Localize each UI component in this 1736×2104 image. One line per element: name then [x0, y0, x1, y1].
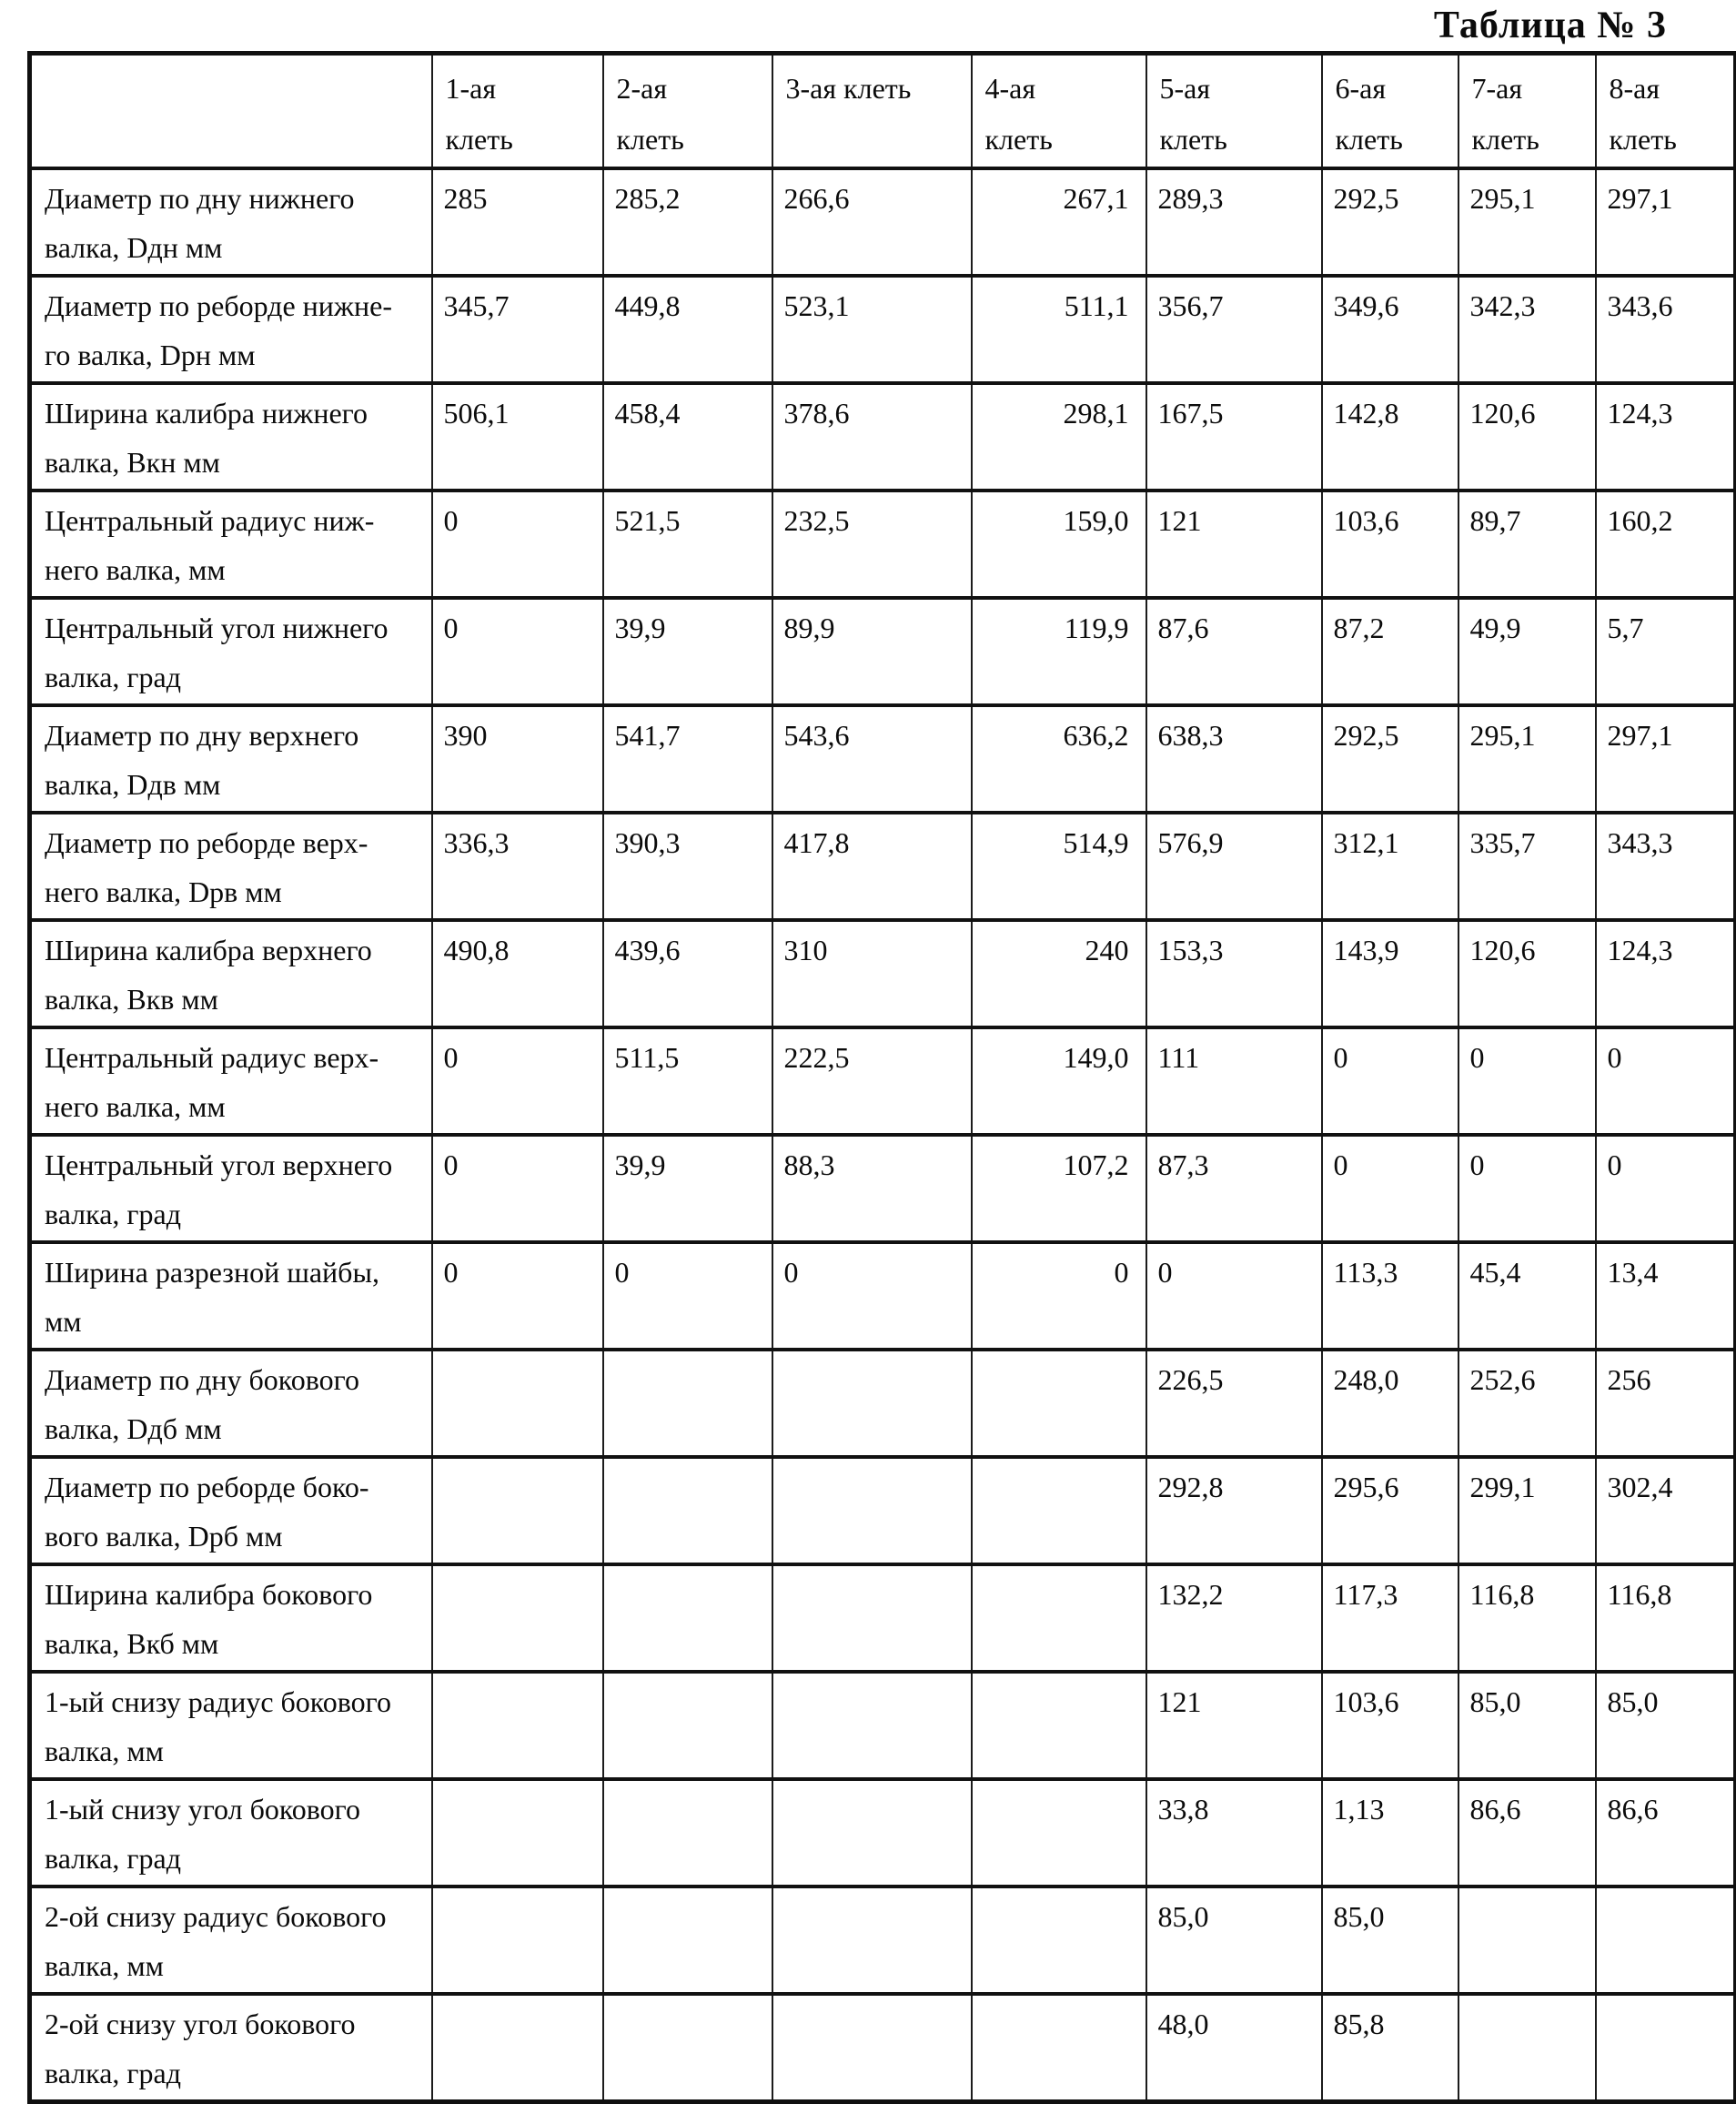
- column-header: 1-ая клеть: [432, 54, 603, 169]
- cell-value: 256: [1596, 1350, 1736, 1457]
- cell-value: [1458, 1994, 1596, 2102]
- cell-value: 121: [1146, 491, 1322, 598]
- cell-value: 85,0: [1458, 1672, 1596, 1779]
- cell-value: 295,6: [1322, 1457, 1458, 1564]
- cell-value: 295,1: [1458, 168, 1596, 276]
- cell-value: 297,1: [1596, 168, 1736, 276]
- cell-value: 39,9: [603, 1135, 772, 1242]
- cell-value: [772, 1350, 972, 1457]
- cell-value: 343,6: [1596, 276, 1736, 383]
- cell-value: 121: [1146, 1672, 1322, 1779]
- cell-value: [603, 1457, 772, 1564]
- cell-value: 490,8: [432, 920, 603, 1027]
- cell-value: 521,5: [603, 491, 772, 598]
- cell-value: 87,2: [1322, 598, 1458, 705]
- cell-value: 111: [1146, 1027, 1322, 1135]
- cell-value: [1458, 1887, 1596, 1994]
- table-row: [30, 1027, 1736, 1135]
- cell-value: 49,9: [1458, 598, 1596, 705]
- cell-value: 142,8: [1322, 383, 1458, 491]
- cell-value: 107,2: [972, 1135, 1146, 1242]
- cell-value: 240: [972, 920, 1146, 1027]
- cell-value: 343,3: [1596, 813, 1736, 920]
- cell-value: 285: [432, 168, 603, 276]
- cell-value: 86,6: [1596, 1779, 1736, 1887]
- cell-value: 89,7: [1458, 491, 1596, 598]
- row-label: Ширина калибра верхнего валка, Вкв мм: [30, 920, 432, 1027]
- column-header: 6-ая клеть: [1322, 54, 1458, 169]
- cell-value: [972, 1350, 1146, 1457]
- cell-value: 356,7: [1146, 276, 1322, 383]
- column-header: 8-ая клеть: [1596, 54, 1736, 169]
- cell-value: 345,7: [432, 276, 603, 383]
- row-label: Диаметр по реборде нижне- го валка, Dрн мм: [30, 276, 432, 383]
- cell-value: [772, 1457, 972, 1564]
- column-header: 2-ая клеть: [603, 54, 772, 169]
- cell-value: [772, 1887, 972, 1994]
- cell-value: 120,6: [1458, 383, 1596, 491]
- cell-value: 636,2: [972, 705, 1146, 813]
- row-label: Диаметр по дну нижнего валка, Dдн мм: [30, 168, 432, 276]
- cell-value: 511,5: [603, 1027, 772, 1135]
- cell-value: 86,6: [1458, 1779, 1596, 1887]
- cell-value: 299,1: [1458, 1457, 1596, 1564]
- cell-value: [603, 1564, 772, 1672]
- cell-value: 336,3: [432, 813, 603, 920]
- cell-value: 1,13: [1322, 1779, 1458, 1887]
- cell-value: 48,0: [1146, 1994, 1322, 2102]
- cell-value: 113,3: [1322, 1242, 1458, 1350]
- cell-value: 116,8: [1458, 1564, 1596, 1672]
- row-label: 2-ой снизу угол бокового валка, град: [30, 1994, 432, 2102]
- cell-value: 5,7: [1596, 598, 1736, 705]
- cell-value: [432, 1887, 603, 1994]
- column-header: 4-ая клеть: [972, 54, 1146, 169]
- cell-value: 514,9: [972, 813, 1146, 920]
- cell-value: 638,3: [1146, 705, 1322, 813]
- table-row: [30, 705, 1736, 813]
- cell-value: 87,3: [1146, 1135, 1322, 1242]
- cell-value: 226,5: [1146, 1350, 1322, 1457]
- column-header: 3-ая клеть: [772, 54, 972, 169]
- cell-value: 0: [972, 1242, 1146, 1350]
- cell-value: 88,3: [772, 1135, 972, 1242]
- cell-value: 289,3: [1146, 168, 1322, 276]
- cell-value: 85,0: [1596, 1672, 1736, 1779]
- row-label: 1-ый снизу угол бокового валка, град: [30, 1779, 432, 1887]
- cell-value: 292,5: [1322, 705, 1458, 813]
- table-title: Таблица № 3: [1433, 5, 1667, 46]
- table-row: [30, 1779, 1736, 1887]
- cell-value: 312,1: [1322, 813, 1458, 920]
- table-row: [30, 1994, 1736, 2102]
- table-row: [30, 1350, 1736, 1457]
- cell-value: 0: [1458, 1135, 1596, 1242]
- table-row: [30, 168, 1736, 276]
- cell-value: [432, 1350, 603, 1457]
- cell-value: 298,1: [972, 383, 1146, 491]
- cell-value: 0: [1596, 1027, 1736, 1135]
- corner-cell: [30, 54, 432, 169]
- cell-value: 0: [1146, 1242, 1322, 1350]
- cell-value: 167,5: [1146, 383, 1322, 491]
- cell-value: [1596, 1887, 1736, 1994]
- table-row: [30, 920, 1736, 1027]
- row-label: Диаметр по реборде боко- вого валка, Dрб мм: [30, 1457, 432, 1564]
- cell-value: 0: [1596, 1135, 1736, 1242]
- cell-value: 143,9: [1322, 920, 1458, 1027]
- cell-value: 120,6: [1458, 920, 1596, 1027]
- cell-value: 292,8: [1146, 1457, 1322, 1564]
- row-label: Ширина разрезной шайбы, мм: [30, 1242, 432, 1350]
- cell-value: 160,2: [1596, 491, 1736, 598]
- header-row: [30, 54, 1736, 169]
- cell-value: [972, 1779, 1146, 1887]
- row-label: Центральный угол верхнего валка, град: [30, 1135, 432, 1242]
- cell-value: 124,3: [1596, 383, 1736, 491]
- cell-value: [772, 1564, 972, 1672]
- table-row: [30, 813, 1736, 920]
- cell-value: 449,8: [603, 276, 772, 383]
- table-row: [30, 1242, 1736, 1350]
- table-row: [30, 491, 1736, 598]
- cell-value: 390,3: [603, 813, 772, 920]
- cell-value: [772, 1779, 972, 1887]
- cell-value: 543,6: [772, 705, 972, 813]
- table-row: [30, 1887, 1736, 1994]
- cell-value: 103,6: [1322, 1672, 1458, 1779]
- table-row: [30, 1564, 1736, 1672]
- cell-value: 116,8: [1596, 1564, 1736, 1672]
- table-row: [30, 276, 1736, 383]
- cell-value: 85,8: [1322, 1994, 1458, 2102]
- cell-value: 0: [1322, 1027, 1458, 1135]
- cell-value: 439,6: [603, 920, 772, 1027]
- cell-value: 222,5: [772, 1027, 972, 1135]
- table-header: [30, 54, 1736, 169]
- cell-value: 378,6: [772, 383, 972, 491]
- cell-value: [432, 1564, 603, 1672]
- cell-value: [603, 1672, 772, 1779]
- cell-value: 0: [432, 1135, 603, 1242]
- cell-value: 159,0: [972, 491, 1146, 598]
- cell-value: 252,6: [1458, 1350, 1596, 1457]
- cell-value: [772, 1994, 972, 2102]
- cell-value: 124,3: [1596, 920, 1736, 1027]
- cell-value: 576,9: [1146, 813, 1322, 920]
- cell-value: 0: [432, 598, 603, 705]
- cell-value: 285,2: [603, 168, 772, 276]
- measurement-table: [27, 51, 1736, 2104]
- cell-value: [972, 1457, 1146, 1564]
- cell-value: 33,8: [1146, 1779, 1322, 1887]
- cell-value: 0: [432, 491, 603, 598]
- table-row: [30, 598, 1736, 705]
- cell-value: [603, 1887, 772, 1994]
- cell-value: 45,4: [1458, 1242, 1596, 1350]
- cell-value: [972, 1994, 1146, 2102]
- cell-value: [772, 1672, 972, 1779]
- row-label: Диаметр по дну бокового валка, Dдб мм: [30, 1350, 432, 1457]
- row-label: 2-ой снизу радиус бокового валка, мм: [30, 1887, 432, 1994]
- table-row: [30, 383, 1736, 491]
- cell-value: 132,2: [1146, 1564, 1322, 1672]
- cell-value: 0: [432, 1242, 603, 1350]
- cell-value: 511,1: [972, 276, 1146, 383]
- cell-value: 295,1: [1458, 705, 1596, 813]
- table-row: [30, 1672, 1736, 1779]
- cell-value: 0: [1458, 1027, 1596, 1135]
- cell-value: 85,0: [1146, 1887, 1322, 1994]
- cell-value: 85,0: [1322, 1887, 1458, 1994]
- cell-value: [1596, 1994, 1736, 2102]
- cell-value: 390: [432, 705, 603, 813]
- cell-value: 541,7: [603, 705, 772, 813]
- cell-value: [603, 1779, 772, 1887]
- cell-value: 302,4: [1596, 1457, 1736, 1564]
- cell-value: [432, 1994, 603, 2102]
- cell-value: 119,9: [972, 598, 1146, 705]
- cell-value: [972, 1887, 1146, 1994]
- cell-value: [432, 1672, 603, 1779]
- row-label: Центральный радиус верх- него валка, мм: [30, 1027, 432, 1135]
- row-label: Ширина калибра бокового валка, Вкб мм: [30, 1564, 432, 1672]
- cell-value: 310: [772, 920, 972, 1027]
- cell-value: 13,4: [1596, 1242, 1736, 1350]
- cell-value: 248,0: [1322, 1350, 1458, 1457]
- table-row: [30, 1457, 1736, 1564]
- cell-value: 0: [1322, 1135, 1458, 1242]
- column-header: 7-ая клеть: [1458, 54, 1596, 169]
- row-label: Ширина калибра нижнего валка, Вкн мм: [30, 383, 432, 491]
- cell-value: [432, 1779, 603, 1887]
- cell-value: [603, 1994, 772, 2102]
- cell-value: [603, 1350, 772, 1457]
- cell-value: 117,3: [1322, 1564, 1458, 1672]
- column-header: 5-ая клеть: [1146, 54, 1322, 169]
- cell-value: 89,9: [772, 598, 972, 705]
- cell-value: [432, 1457, 603, 1564]
- cell-value: 153,3: [1146, 920, 1322, 1027]
- cell-value: [972, 1564, 1146, 1672]
- cell-value: 458,4: [603, 383, 772, 491]
- cell-value: 0: [603, 1242, 772, 1350]
- cell-value: 342,3: [1458, 276, 1596, 383]
- cell-value: 297,1: [1596, 705, 1736, 813]
- cell-value: 267,1: [972, 168, 1146, 276]
- cell-value: [972, 1672, 1146, 1779]
- cell-value: 232,5: [772, 491, 972, 598]
- cell-value: 149,0: [972, 1027, 1146, 1135]
- cell-value: 0: [432, 1027, 603, 1135]
- row-label: Диаметр по дну верхнего валка, Dдв мм: [30, 705, 432, 813]
- row-label: 1-ый снизу радиус бокового валка, мм: [30, 1672, 432, 1779]
- cell-value: 292,5: [1322, 168, 1458, 276]
- cell-value: 417,8: [772, 813, 972, 920]
- cell-value: 523,1: [772, 276, 972, 383]
- cell-value: 335,7: [1458, 813, 1596, 920]
- cell-value: 0: [772, 1242, 972, 1350]
- cell-value: 87,6: [1146, 598, 1322, 705]
- row-label: Центральный радиус ниж- него валка, мм: [30, 491, 432, 598]
- cell-value: 506,1: [432, 383, 603, 491]
- table-row: [30, 1135, 1736, 1242]
- row-label: Центральный угол нижнего валка, град: [30, 598, 432, 705]
- cell-value: 266,6: [772, 168, 972, 276]
- row-label: Диаметр по реборде верх- него валка, Dрв мм: [30, 813, 432, 920]
- cell-value: 349,6: [1322, 276, 1458, 383]
- cell-value: 103,6: [1322, 491, 1458, 598]
- cell-value: 39,9: [603, 598, 772, 705]
